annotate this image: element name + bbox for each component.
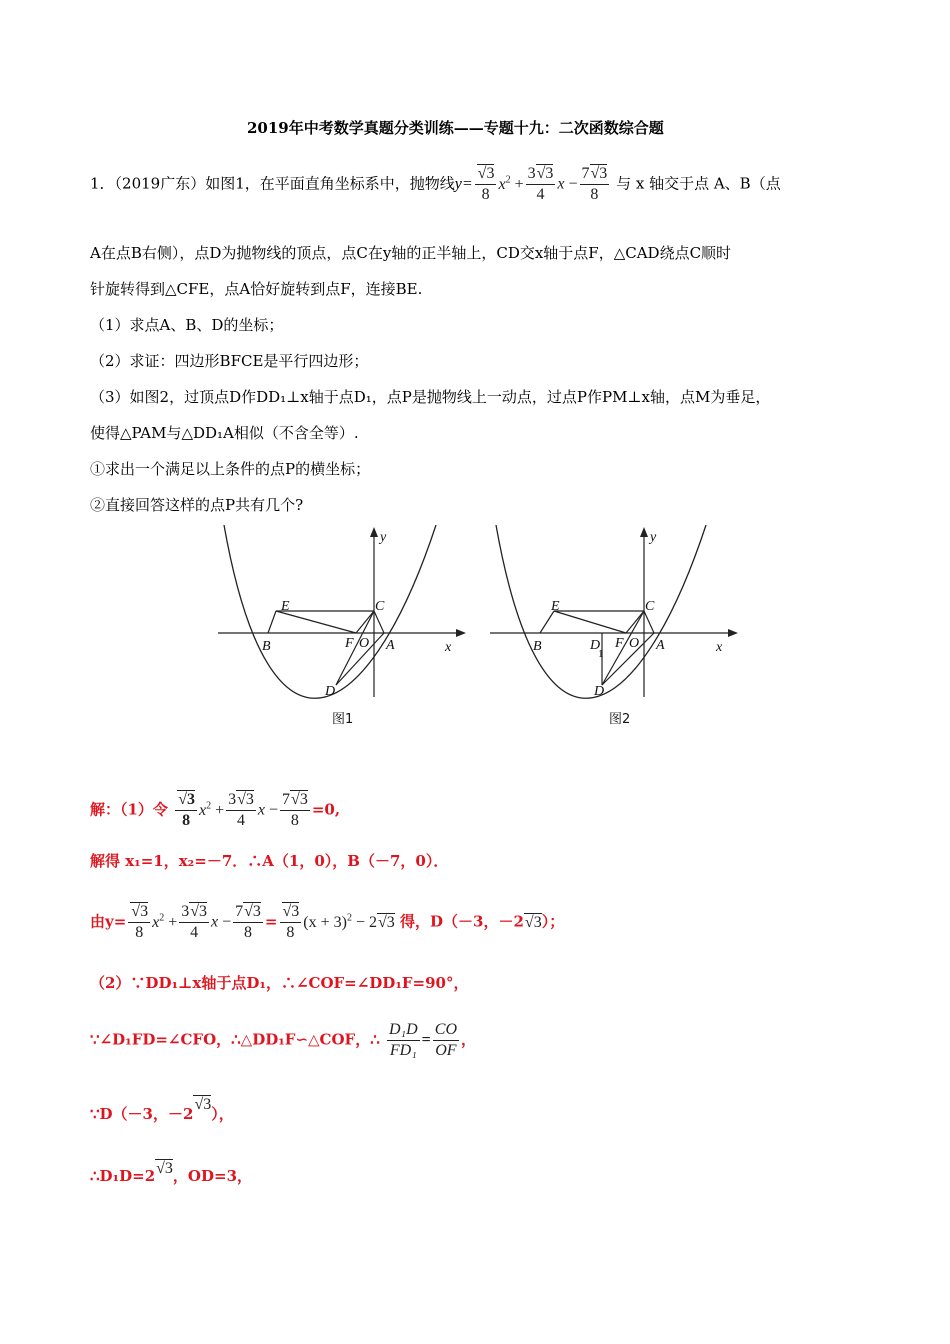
- solution-line-6: [90, 1096, 234, 1125]
- question-3-part-1: ①求出一个满足以上条件的点P的横坐标；: [90, 460, 371, 478]
- num-CO: CO: [433, 1020, 459, 1041]
- sqrt3: √3: [590, 165, 608, 182]
- solution-line-7-prefix: ∴D₁D=2: [90, 1167, 156, 1185]
- fig1-label-x: x: [445, 640, 452, 655]
- problem-line-3: 针旋转得到△CFE，点A恰好旋转到点F，连接BE.: [90, 280, 423, 298]
- den-8: 8: [590, 186, 599, 203]
- fig2-label-O: O: [629, 636, 640, 651]
- den-8: 8: [135, 924, 144, 941]
- coef-3: 3: [527, 165, 536, 182]
- question-3-cont: 使得△PAM与△DD₁A相似（不含全等）.: [90, 424, 359, 442]
- sqrt3: √3: [378, 913, 395, 931]
- fig2-label-D1-subscript: 1: [598, 648, 604, 660]
- fig2-label-A: A: [656, 638, 665, 653]
- solution-line-7-suffix: ，OD=3，: [172, 1167, 253, 1185]
- fig2-label-E: E: [551, 599, 560, 614]
- fig2-label-x: x: [716, 640, 723, 655]
- sqrt3: √3: [291, 791, 308, 808]
- fig2-label-y: y: [650, 530, 657, 545]
- x-var: x: [198, 801, 207, 819]
- fraction-sqrt3-over-8: [175, 790, 197, 831]
- coef-7: 7: [282, 791, 291, 808]
- x-var: x: [152, 913, 160, 931]
- question-1: （1）求点A、B、D的坐标；: [90, 316, 284, 334]
- fig1-label-O: O: [359, 636, 370, 651]
- den-8: 8: [244, 924, 253, 941]
- fraction-sqrt3-over-8-vertex: [280, 902, 302, 943]
- coef-7: 7: [581, 165, 590, 182]
- fig1-label-C: C: [375, 599, 385, 614]
- vertex-D-end: ）；: [541, 912, 565, 931]
- fig2-label-C: C: [645, 599, 655, 614]
- solution-line-3: [90, 902, 564, 943]
- fig1-label-D: D: [325, 684, 336, 699]
- sqrt3: √3: [477, 165, 495, 182]
- minus-sign: −: [222, 913, 232, 931]
- solution-line-5-prefix: ∵∠D₁FD=∠CFO，∴△DD₁F∽△COF，∴: [90, 1030, 380, 1049]
- fig2-label-B: B: [533, 639, 542, 654]
- problem-number-text: 1．（2019广东）如图1，在平面直角坐标系中，抛物线: [90, 174, 455, 193]
- fraction-CO-over-OF: [433, 1020, 459, 1061]
- fig2-caption: 图2: [609, 712, 631, 727]
- fraction-7sqrt3-over-8: [580, 164, 610, 205]
- fraction-7sqrt3-over-8: [233, 902, 263, 943]
- sqrt3: √3: [156, 1160, 173, 1177]
- question-2: （2）求证：四边形BFCE是平行四边形；: [90, 352, 369, 370]
- sqrt3: √3: [178, 791, 195, 808]
- den-8: 8: [182, 812, 191, 829]
- y-equals: y=: [454, 175, 473, 193]
- fraction-3sqrt3-over-4: [526, 164, 556, 205]
- fig1-label-B: B: [262, 639, 271, 654]
- num-D1D: D₁D: [387, 1020, 420, 1041]
- solution-line-3-prefix: 由y=: [90, 912, 127, 931]
- vertex-D-text: 得，D（－3，－2: [400, 912, 524, 931]
- fig2-label-D: D: [594, 684, 605, 699]
- sqrt3: √3: [131, 903, 149, 920]
- sqrt3: √3: [190, 903, 207, 920]
- sqrt3: √3: [237, 791, 254, 808]
- plus-sign: +: [215, 801, 225, 819]
- x-var: x: [557, 175, 565, 193]
- solution-line-2: 解得 x₁=1，x₂=－7．∴A（1，0），B（－7，0）．: [90, 852, 449, 870]
- exp-2: 2: [346, 912, 352, 924]
- den-4: 4: [237, 812, 245, 829]
- sqrt3: √3: [244, 903, 261, 920]
- solution-line-6-prefix: ∵D（－3，－2: [90, 1105, 194, 1123]
- coef-7: 7: [235, 903, 244, 920]
- fraction-3sqrt3-over-4: [179, 902, 209, 943]
- question-3-part-2: ②直接回答这样的点P共有几个?: [90, 496, 304, 514]
- plus-sign: +: [514, 175, 524, 193]
- problem-line-2: A在点B右侧），点D为抛物线的顶点，点C在y轴的正半轴上，CD交x轴于点F，△CAD绕点C顺时: [90, 244, 732, 262]
- equals-zero: =0,: [311, 800, 341, 819]
- exp-2: 2: [159, 912, 165, 924]
- fraction-7sqrt3-over-8: [280, 790, 310, 831]
- sqrt3: √3: [524, 913, 542, 931]
- problem-line-1: [90, 164, 781, 205]
- exp-2: 2: [505, 174, 511, 186]
- fraction-sqrt3-over-8: [475, 164, 497, 205]
- minus-sign: −: [568, 175, 578, 193]
- fraction-sqrt3-over-8: [128, 902, 150, 943]
- comma: ，: [461, 1030, 477, 1049]
- x-var: x: [257, 801, 265, 819]
- question-3: （3）如图2，过顶点D作DD₁⊥x轴于点D₁，点P是抛物线上一动点，过点P作PM⊥x轴，点M为垂足，: [90, 388, 771, 406]
- fig1-label-E: E: [281, 599, 290, 614]
- x-var: x: [498, 175, 506, 193]
- fig2-label-D1: D: [590, 638, 601, 653]
- x-var: x: [211, 913, 219, 931]
- equals-sign: =: [421, 1031, 431, 1049]
- coef-3: 3: [228, 791, 237, 808]
- fig1-label-y: y: [380, 530, 387, 545]
- solution-line-1: [90, 790, 340, 831]
- sqrt3: √3: [536, 165, 554, 182]
- problem-line-1-tail: 与 x 轴交于点 A、B（点: [616, 174, 781, 193]
- minus-2: − 2: [355, 913, 377, 931]
- coef-3: 3: [181, 903, 190, 920]
- figure-2: [484, 525, 744, 739]
- exp-2: 2: [206, 800, 212, 812]
- fig1-caption: 图1: [332, 712, 354, 727]
- minus-sign: −: [269, 801, 279, 819]
- x-plus-3: (x + 3): [303, 913, 347, 931]
- den-8: 8: [290, 812, 299, 829]
- solution-line-5: [90, 1020, 476, 1061]
- fig1-label-F: F: [345, 636, 354, 651]
- solution-part-1-label: 解：（1）令: [90, 800, 168, 819]
- den-8: 8: [286, 924, 295, 941]
- equals-sign: =: [264, 912, 278, 931]
- fraction-3sqrt3-over-4: [226, 790, 256, 831]
- den-8: 8: [481, 186, 490, 203]
- fig1-label-A: A: [386, 638, 395, 653]
- solution-line-6-suffix: ），: [211, 1105, 234, 1123]
- den-4: 4: [536, 186, 545, 203]
- den-4: 4: [190, 924, 199, 941]
- fraction-D1D-over-FD1: [387, 1020, 420, 1061]
- sqrt3: √3: [194, 1096, 212, 1113]
- den-FD1: FD₁: [389, 1042, 417, 1059]
- den-OF: OF: [435, 1042, 457, 1059]
- figure-1-diagram: [210, 525, 470, 735]
- figure-2-diagram: [484, 525, 744, 735]
- sqrt3: √3: [282, 903, 300, 920]
- plus-sign: +: [168, 913, 178, 931]
- fig2-label-F: F: [615, 636, 624, 651]
- solution-line-4: （2）∵DD₁⊥x轴于点D₁，∴∠COF=∠DD₁F=90°，: [90, 974, 469, 992]
- figure-1: [210, 525, 470, 739]
- solution-line-7: [90, 1160, 253, 1187]
- document-title: 2019年中考数学真题分类训练——专题十九：二次函数综合题: [247, 119, 664, 137]
